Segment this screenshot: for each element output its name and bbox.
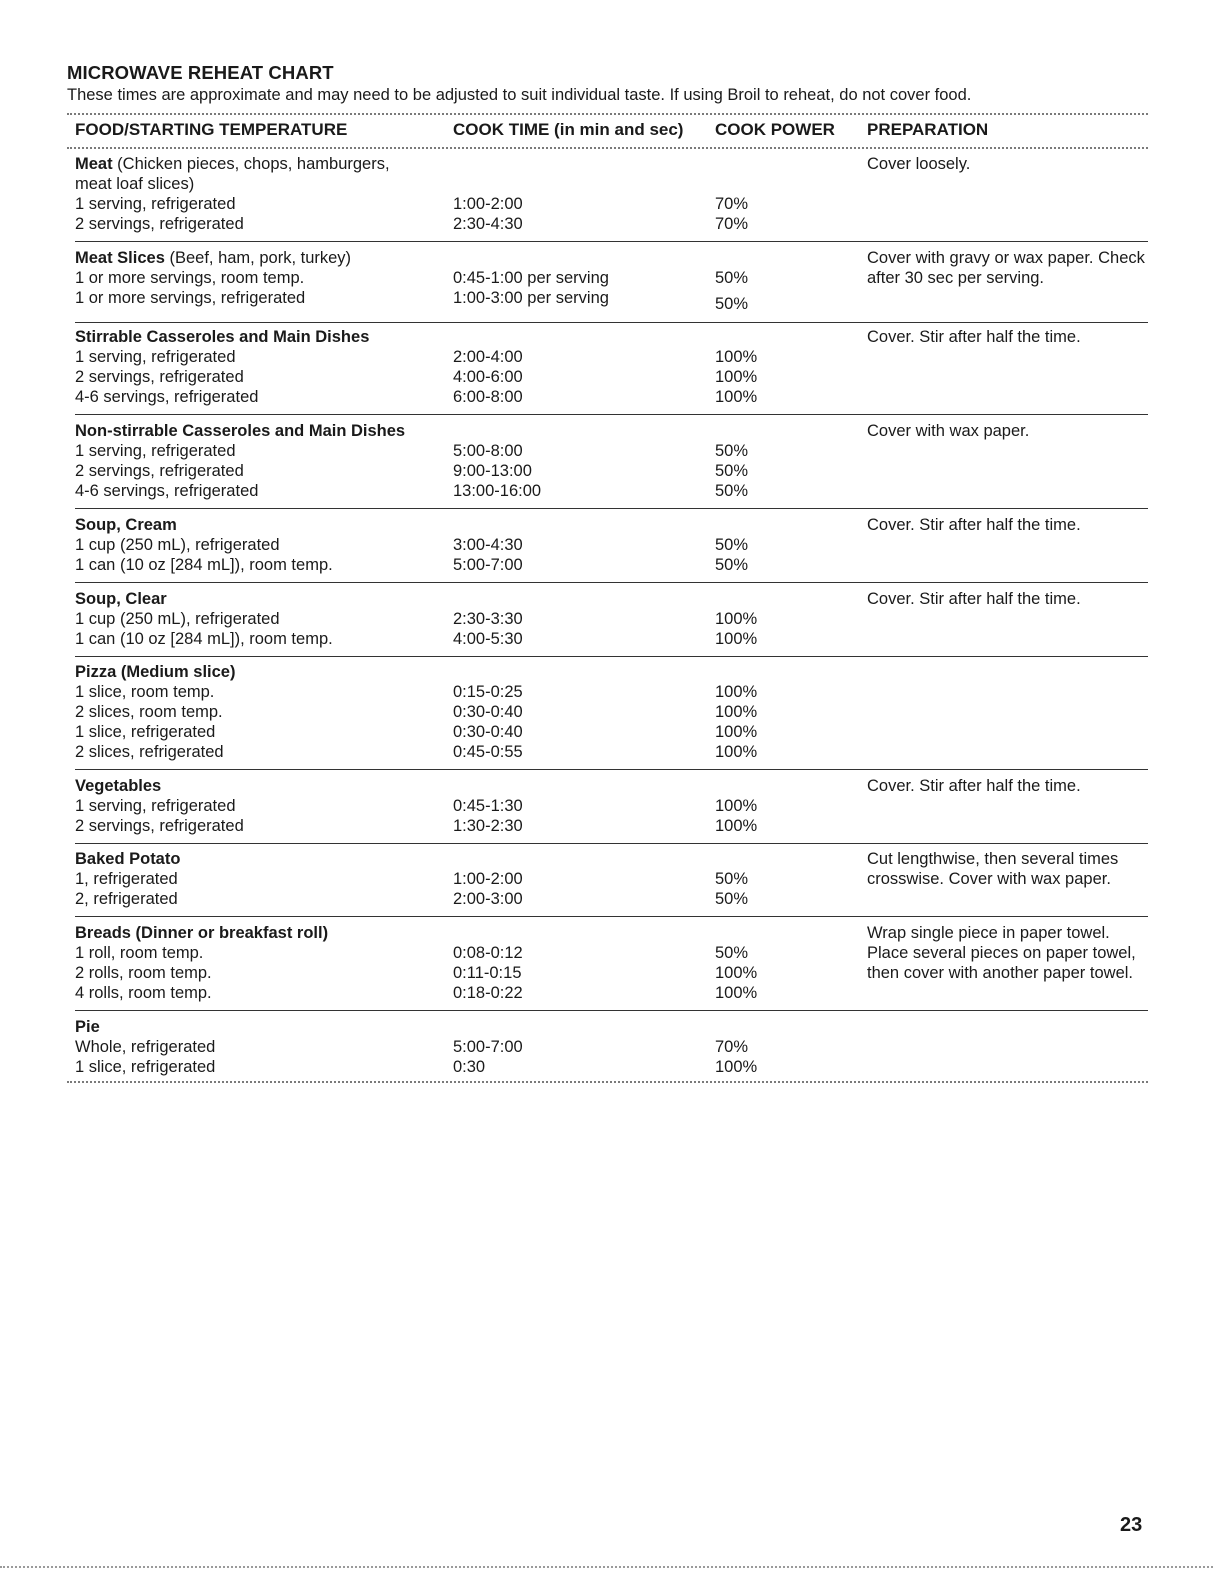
food-section-meat-slices (75, 248, 1148, 323)
section-heading: Pizza (Medium slice) (75, 663, 236, 681)
section-heading: Non-stirrable Casseroles and Main Dishes (75, 422, 406, 440)
food-section-meat (75, 154, 1148, 242)
table-row: 1 or more servings, room temp. 0:45-1:00 per serving 50% (75, 269, 749, 287)
table-row: 1 cup (250 mL), refrigerated 2:30-3:30 100% (75, 610, 758, 628)
section-heading-cont: meat loaf slices) (75, 175, 195, 193)
table-row: 2 rolls, room temp. 0:11-0:15 100% (75, 964, 758, 982)
food-section-breads (75, 923, 1148, 1011)
page-number: 23 (1120, 1514, 1143, 1536)
food-section-soup-clear (75, 589, 1148, 657)
table-row: 2 servings, refrigerated 2:30-4:30 70% (75, 215, 749, 233)
section-preparation: Wrap single piece in paper towel. Place several pieces on paper towel, then cover with another paper towel. (867, 924, 1136, 982)
dotted-rule-top (67, 113, 1148, 115)
col-header-preparation: PREPARATION (867, 120, 989, 139)
table-row: 1 roll, room temp. 0:08-0:12 50% (75, 944, 749, 962)
table-row: 1 slice, refrigerated 0:30-0:40 100% (75, 723, 758, 741)
page-title: MICROWAVE REHEAT CHART (67, 62, 334, 83)
table-row: 2 slices, room temp. 0:30-0:40 100% (75, 703, 758, 721)
table-row: 4 rolls, room temp. 0:18-0:22 100% (75, 984, 758, 1002)
page-bottom-edge (0, 1566, 1213, 1568)
food-section-pizza (75, 662, 1148, 770)
food-section-vegetables (75, 776, 1148, 844)
table-row: 2 servings, refrigerated 1:30-2:30 100% (75, 817, 758, 835)
food-section-baked-potato (75, 849, 1148, 917)
table-row: Whole, refrigerated 5:00-7:00 70% (75, 1038, 749, 1056)
col-header-cook-time: COOK TIME (in min and sec) (453, 120, 684, 139)
section-preparation: Cover. Stir after half the time. (867, 328, 1081, 346)
table-row: 1 or more servings, refrigerated 1:00-3:00 per serving 50% (75, 289, 749, 313)
section-heading: Soup, Clear (75, 590, 167, 608)
section-heading: Pie (75, 1018, 100, 1036)
table-row: 1 serving, refrigerated 2:00-4:00 100% (75, 348, 758, 366)
table-row: 1 can (10 oz [284 mL]), room temp. 4:00-5:30 100% (75, 630, 758, 648)
section-preparation: Cover. Stir after half the time. (867, 516, 1081, 534)
section-heading: Breads (Dinner or breakfast roll) (75, 924, 329, 942)
table-row: 2, refrigerated 2:00-3:00 50% (75, 890, 749, 908)
section-preparation: Cover with gravy or wax paper. Check after 30 sec per serving. (867, 249, 1145, 287)
table-row: 1 serving, refrigerated 5:00-8:00 50% (75, 442, 749, 460)
food-section-non-stirrable-casseroles (75, 421, 1148, 509)
table-row: 2 slices, refrigerated 0:45-0:55 100% (75, 743, 758, 761)
table-row: 2 servings, refrigerated 4:00-6:00 100% (75, 368, 758, 386)
food-section-soup-cream (75, 515, 1148, 583)
table-row: 4-6 servings, refrigerated 6:00-8:00 100% (75, 388, 758, 406)
section-heading: Baked Potato (75, 850, 181, 868)
section-preparation: Cover. Stir after half the time. (867, 590, 1081, 608)
food-section-pie (75, 1017, 1148, 1079)
section-heading: Soup, Cream (75, 516, 177, 534)
section-preparation: Cover loosely. (867, 155, 971, 173)
intro-text: These times are approximate and may need to be adjusted to suit individual taste. If using Broil to reheat, do not cover food. (67, 86, 972, 104)
table-row: 1 slice, refrigerated 0:30 100% (75, 1058, 758, 1076)
table-row: 1 can (10 oz [284 mL]), room temp. 5:00-7:00 50% (75, 556, 749, 574)
section-preparation: Cover. Stir after half the time. (867, 777, 1081, 795)
section-heading: Vegetables (75, 777, 162, 795)
table-row: 1 serving, refrigerated 1:00-2:00 70% (75, 195, 749, 213)
table-row: 1, refrigerated 1:00-2:00 50% (75, 870, 749, 888)
col-header-food: FOOD/STARTING TEMPERATURE (75, 120, 348, 139)
dotted-rule-header (67, 147, 1148, 149)
table-row: 1 slice, room temp. 0:15-0:25 100% (75, 683, 758, 701)
dotted-rule-bottom (67, 1081, 1148, 1083)
section-heading: Meat (Chicken pieces, chops, hamburgers, (75, 155, 390, 173)
food-section-stirrable-casseroles (75, 327, 1148, 415)
col-header-cook-power: COOK POWER (715, 120, 835, 139)
table-row: 1 cup (250 mL), refrigerated 3:00-4:30 50% (75, 536, 749, 554)
section-preparation: Cut lengthwise, then several times crosswise. Cover with wax paper. (867, 850, 1119, 888)
table-row: 4-6 servings, refrigerated 13:00-16:00 50% (75, 482, 749, 500)
section-heading: Meat Slices (Beef, ham, pork, turkey) (75, 249, 352, 267)
section-heading: Stirrable Casseroles and Main Dishes (75, 328, 370, 346)
section-preparation: Cover with wax paper. (867, 422, 1030, 440)
table-row: 1 serving, refrigerated 0:45-1:30 100% (75, 797, 758, 815)
table-row: 2 servings, refrigerated 9:00-13:00 50% (75, 462, 749, 480)
